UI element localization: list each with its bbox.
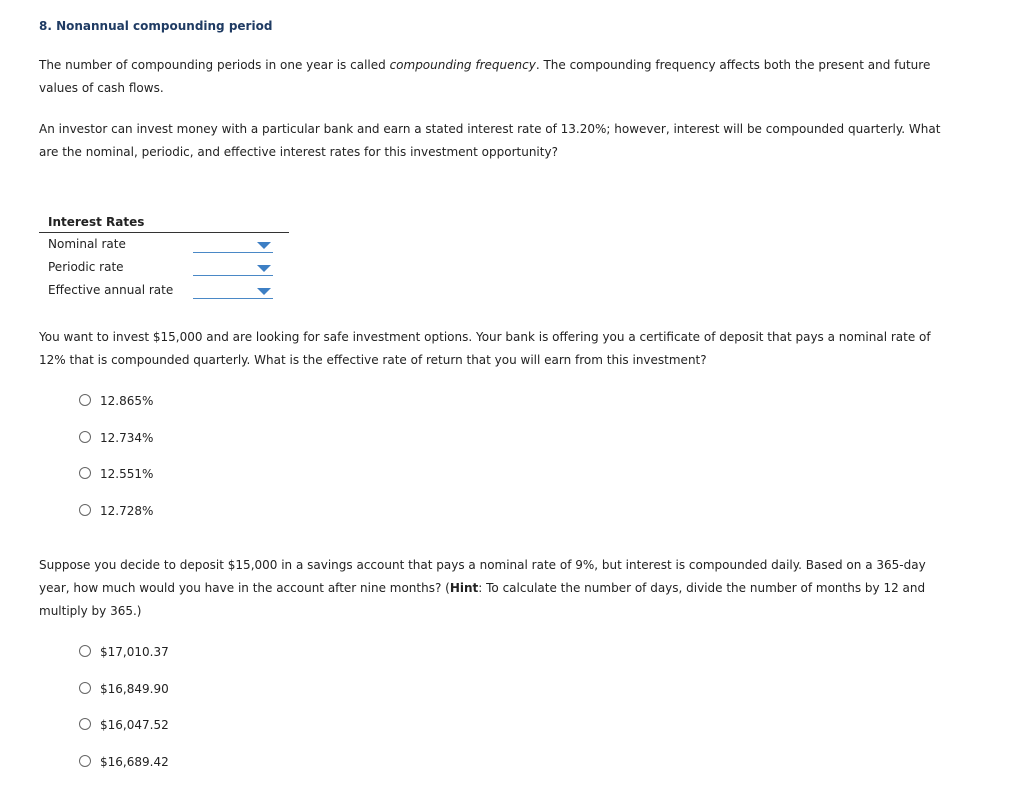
table-header: Interest Rates [39, 213, 289, 233]
rate-row-nominal [39, 233, 289, 256]
option-label: 12.865% [100, 394, 154, 408]
intro-paragraph [39, 54, 949, 100]
part3-option-4[interactable] [79, 753, 169, 771]
part2-option-2[interactable] [79, 429, 153, 447]
part2-option-4[interactable] [79, 502, 153, 520]
part3-option-2[interactable] [79, 680, 169, 698]
rate-row-periodic [39, 256, 289, 279]
radio-icon[interactable] [79, 394, 91, 406]
intro-term: compounding frequency [389, 58, 536, 72]
nominal-rate-label: Nominal rate [48, 237, 126, 251]
part3-option-3[interactable] [79, 716, 169, 734]
option-label: $17,010.37 [100, 645, 169, 659]
option-label: 12.734% [100, 431, 154, 445]
part3-prompt-end: : To calculate the number of days, divide the number of months by 12 and multiply by 365.) [39, 581, 926, 618]
part2-option-3[interactable] [79, 465, 153, 483]
chevron-down-icon [257, 288, 271, 295]
effective-rate-dropdown[interactable] [193, 282, 273, 299]
part3-prompt-start: Suppose you decide to deposit $15,000 in a savings account that pays a nominal rate of 9%, but interest is compounded daily. Based on a 365-day year, how much would you have in the account after nine months? ( [39, 558, 926, 595]
rate-row-effective [39, 279, 289, 302]
intro-text-start: The number of compounding periods in one year is called [39, 58, 390, 72]
chevron-down-icon [257, 265, 271, 272]
part1-prompt: An investor can invest money with a particular bank and earn a stated interest rate of 13.20%; however, interest will be compounded quarterly. What are the nominal, periodic, and effective interest rates for this investment opportunity? [39, 122, 941, 159]
question-title: 8. Nonannual compounding period [39, 19, 273, 33]
radio-icon[interactable] [79, 431, 91, 443]
part3-option-1[interactable] [79, 643, 169, 661]
nominal-rate-dropdown[interactable] [193, 236, 273, 253]
option-label: $16,047.52 [100, 718, 169, 732]
radio-icon[interactable] [79, 645, 91, 657]
periodic-rate-dropdown[interactable] [193, 259, 273, 276]
part2-option-1[interactable] [79, 392, 153, 410]
radio-icon[interactable] [79, 467, 91, 479]
option-label: 12.551% [100, 467, 154, 481]
periodic-rate-label: Periodic rate [48, 260, 124, 274]
interest-rates-table [39, 213, 289, 302]
radio-icon[interactable] [79, 504, 91, 516]
intro-text-end: . The compounding frequency affects both the present and future values of cash flows. [39, 58, 931, 95]
part2-prompt: You want to invest $15,000 and are looking for safe investment options. Your bank is offering you a certificate of deposit that pays a nominal rate of 12% that is compounded quarterly. What is the effective rate of return that you will earn from this investment? [39, 330, 931, 367]
effective-rate-label: Effective annual rate [48, 283, 174, 297]
hint-label: Hint [449, 581, 479, 595]
chevron-down-icon [257, 242, 271, 249]
option-label: $16,849.90 [100, 682, 169, 696]
option-label: 12.728% [100, 504, 154, 518]
radio-icon[interactable] [79, 718, 91, 730]
part3-prompt [39, 554, 949, 623]
radio-icon[interactable] [79, 682, 91, 694]
radio-icon[interactable] [79, 755, 91, 767]
option-label: $16,689.42 [100, 755, 169, 769]
